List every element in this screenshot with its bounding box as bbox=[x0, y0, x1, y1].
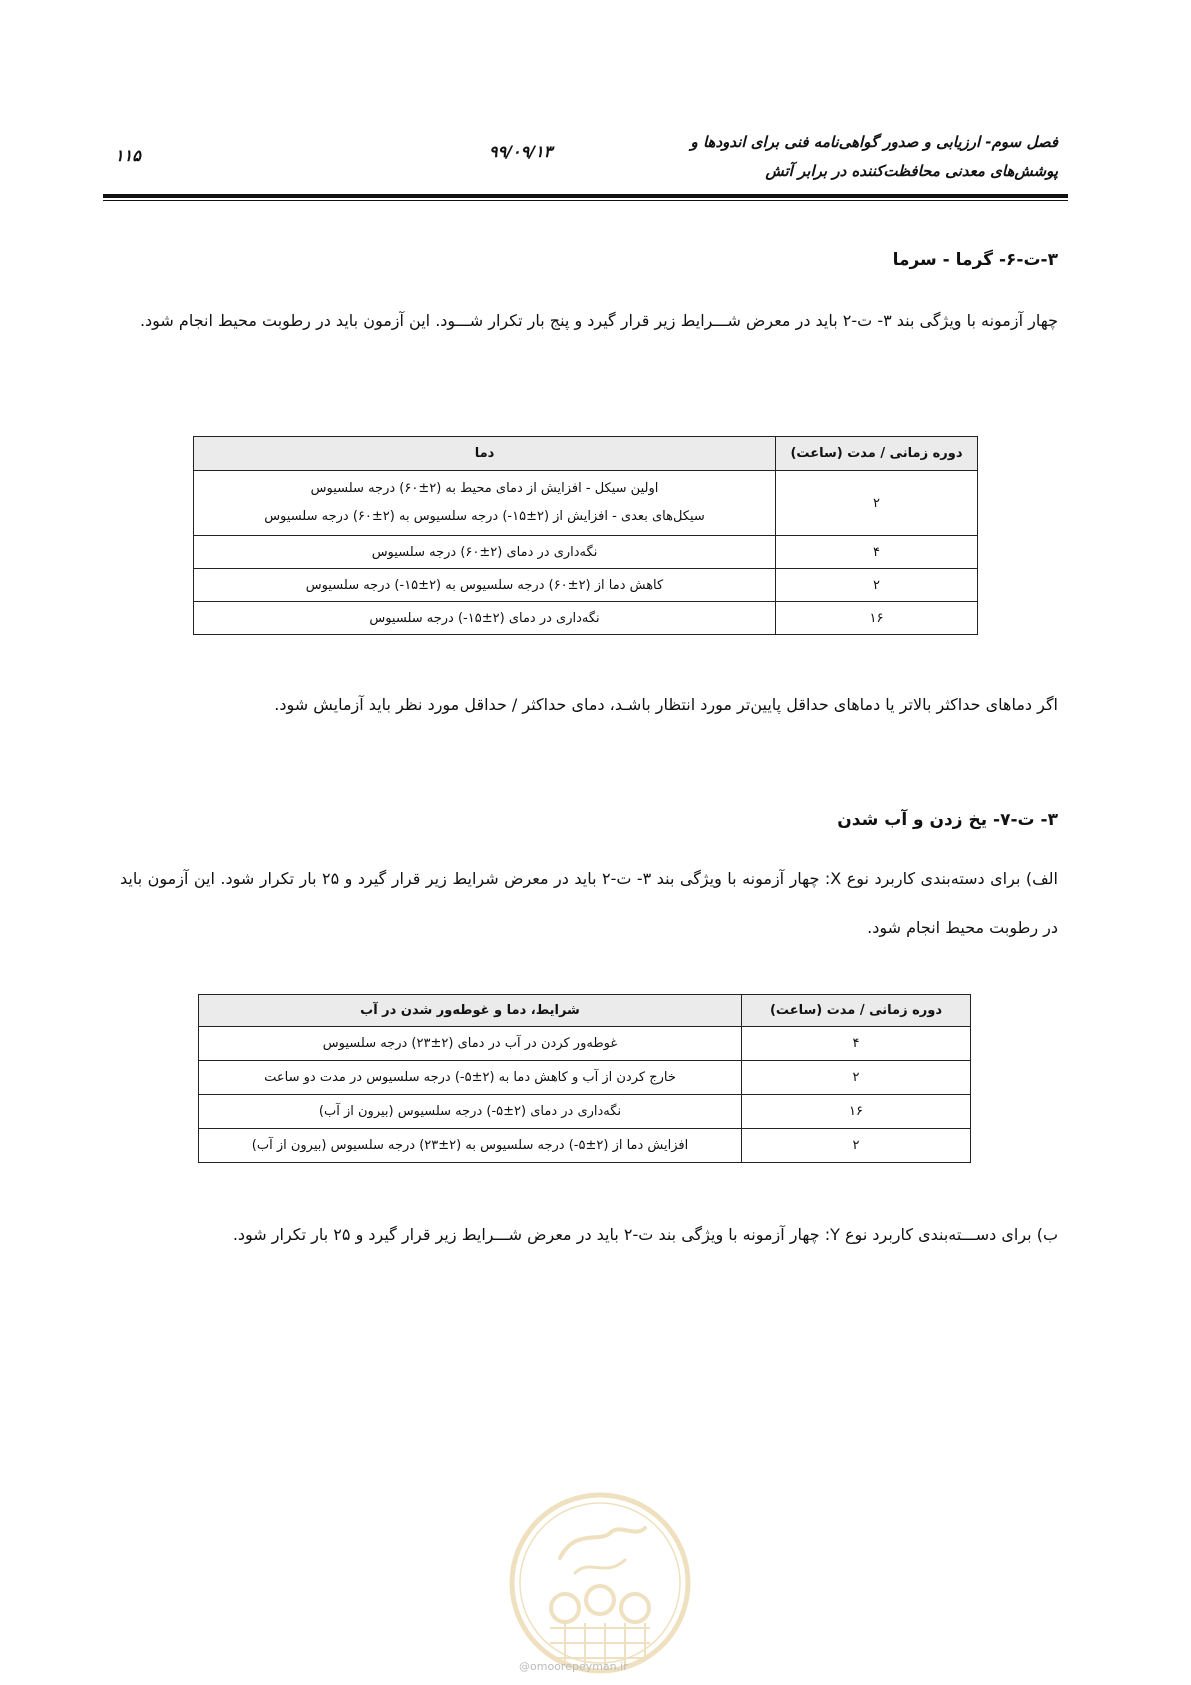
heat-cold-table bbox=[193, 436, 978, 635]
duration-cell: ۲ bbox=[742, 1129, 971, 1163]
duration-cell: ۲ bbox=[742, 1061, 971, 1095]
section-heading-freeze-thaw: ۳- ت-۷- یخ زدن و آب شدن bbox=[837, 810, 1058, 830]
header-title-line1: فصل سوم- ارزیابی و صدور گواهی‌نامه فنی برای اندودها و bbox=[690, 133, 1058, 151]
condition-cell bbox=[194, 471, 776, 536]
duration-cell: ۴ bbox=[776, 536, 978, 569]
column-header-conditions: شرایط، دما و غوطه‌ور شدن در آب bbox=[199, 995, 742, 1027]
header-rule bbox=[103, 194, 1068, 198]
condition-cell: کاهش دما از (۲±۶۰) درجه سلسیوس به (۲±۱۵-) درجه سلسیوس bbox=[194, 569, 776, 602]
table-row bbox=[199, 1095, 971, 1129]
table-row bbox=[194, 602, 978, 635]
table-row bbox=[199, 1027, 971, 1061]
section2-paragraph-a: الف) برای دسته‌بندی کاربرد نوع X: چهار آزمونه با ویژگی بند ۳- ت-۲ باید در معرض شرایط زیر قرار گیرد و ۲۵ بار تکرار شود. این آزمون باید در رطوبت محیط انجام شود. bbox=[120, 869, 1058, 937]
condition-cell: نگه‌داری در دمای (۲±۶۰) درجه سلسیوس bbox=[194, 536, 776, 569]
condition-cell: افزایش دما از (۲±۵-) درجه سلسیوس به (۲±۲۳) درجه سلسیوس (بیرون از آب) bbox=[199, 1129, 742, 1163]
column-header-duration: دوره زمانی / مدت (ساعت) bbox=[742, 995, 971, 1027]
condition-line: سیکل‌های بعدی - افزایش از (۲±۱۵-) درجه سلسیوس به (۲±۶۰) درجه سلسیوس bbox=[264, 509, 705, 524]
table-row bbox=[194, 569, 978, 602]
table-row bbox=[194, 471, 978, 536]
freeze-thaw-table bbox=[198, 994, 971, 1163]
section2-paragraph-b: ب) برای دســـته‌بندی کاربرد نوع Y: چهار آزمونه با ویژگی بند ت-۲ باید در معرض شـــرایط زیر قرار گیرد و ۲۵ بار تکرار شود. bbox=[232, 1225, 1058, 1244]
condition-cell: خارج کردن از آب و کاهش دما به (۲±۵-) درجه سلسیوس در مدت دو ساعت bbox=[199, 1061, 742, 1095]
section1-paragraph: چهار آزمونه با ویژگی بند ۳- ت-۲ باید در معرض شـــرایط زیر قرار گیرد و پنج بار تکرار شـــود. این آزمون باید در رطوبت محیط انجام شود. bbox=[139, 311, 1058, 330]
page-number: ۱۱۵ bbox=[115, 146, 141, 165]
duration-cell: ۱۶ bbox=[742, 1095, 971, 1129]
table-row bbox=[194, 536, 978, 569]
section1-note: اگر دماهای حداکثر بالاتر یا دماهای حداقل پایین‌تر مورد انتظار باشـد، دمای حداکثر / حداقل مورد نظر باید آزمایش شود. bbox=[274, 695, 1058, 714]
duration-cell: ۱۶ bbox=[776, 602, 978, 635]
header-rule-thin bbox=[103, 200, 1068, 201]
duration-cell: ۲ bbox=[776, 471, 978, 536]
section-heading-heat-cold: ۳-ت-۶- گرما - سرما bbox=[892, 250, 1058, 270]
column-header-temperature: دما bbox=[194, 437, 776, 471]
duration-cell: ۲ bbox=[776, 569, 978, 602]
condition-cell: نگه‌داری در دمای (۲±۵-) درجه سلسیوس (بیرون از آب) bbox=[199, 1095, 742, 1129]
table-row bbox=[199, 1129, 971, 1163]
watermark-logo-icon bbox=[505, 1488, 695, 1678]
condition-cell: نگه‌داری در دمای (۲±۱۵-) درجه سلسیوس bbox=[194, 602, 776, 635]
page-header bbox=[103, 128, 1058, 196]
header-title-line2: پوشش‌های معدنی محافظت‌کننده در برابر آتش bbox=[765, 162, 1058, 180]
condition-cell: غوطه‌ور کردن در آب در دمای (۲±۲۳) درجه سلسیوس bbox=[199, 1027, 742, 1061]
header-date: ۹۹/۰۹/۱۳ bbox=[489, 142, 553, 161]
header-title bbox=[691, 128, 1059, 186]
condition-line: اولین سیکل - افزایش از دمای محیط به (۲±۶۰) درجه سلسیوس bbox=[310, 481, 659, 496]
table-header-row bbox=[194, 437, 978, 471]
table-row bbox=[199, 1061, 971, 1095]
watermark-url: @omoorepeyman.ir bbox=[519, 1660, 628, 1673]
column-header-duration: دوره زمانی / مدت (ساعت) bbox=[776, 437, 978, 471]
duration-cell: ۴ bbox=[742, 1027, 971, 1061]
table-header-row bbox=[199, 995, 971, 1027]
